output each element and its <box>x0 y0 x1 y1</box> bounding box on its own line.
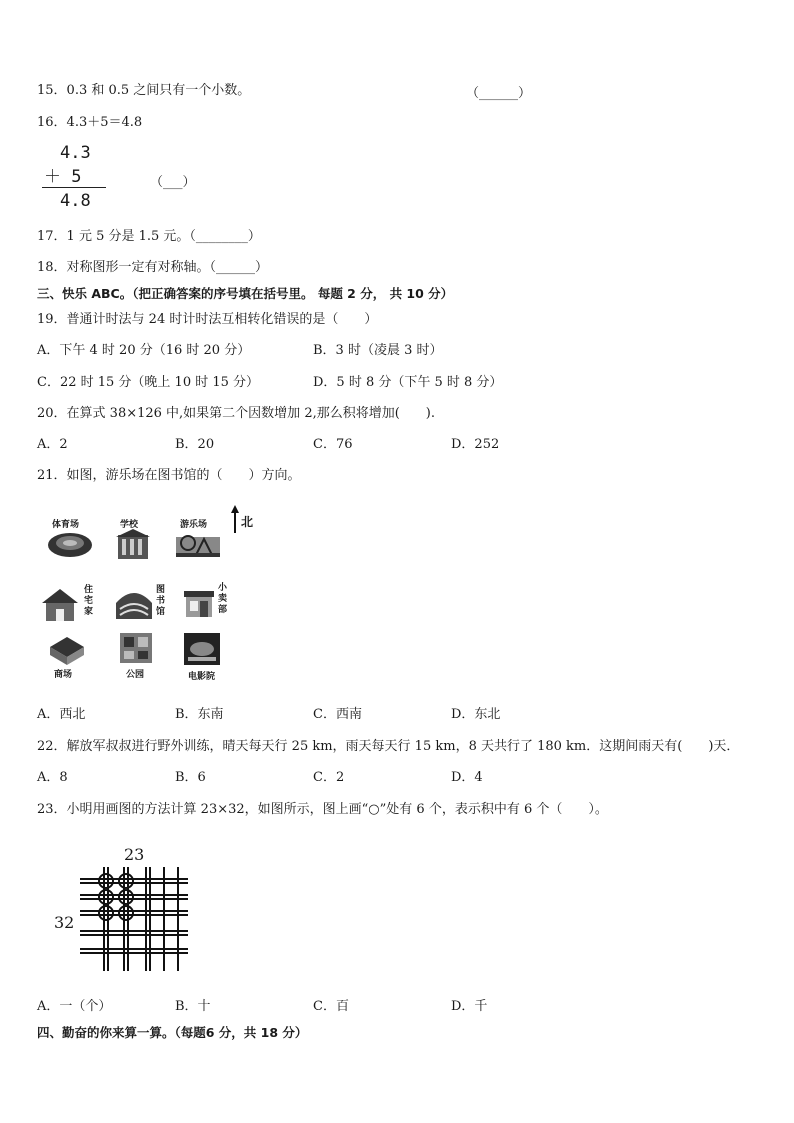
map-label-cinema: 电影院 <box>188 672 216 682</box>
q22-option-a[interactable]: A．8 <box>37 770 68 785</box>
q23-grid-figure <box>52 845 192 975</box>
map-label-park: 公园 <box>126 670 145 680</box>
q20-text: 20．在算式 38×126 中,如果第二个因数增加 2,那么积将增加( ). <box>37 406 435 421</box>
q15-answer-blank[interactable]: （______） <box>466 86 532 101</box>
map-label-residence <box>84 585 96 618</box>
mall-icon <box>48 635 86 665</box>
grid-top-label: 23 <box>124 845 145 864</box>
q19-option-c[interactable]: C．22 时 15 分（晚上 10 时 15 分） <box>37 375 260 390</box>
q20-option-d[interactable]: D．252 <box>451 437 500 452</box>
q19-text: 19．普通计时法与 24 时计时法互相转化错误的是（ ） <box>37 312 378 327</box>
q19-option-b[interactable]: B．3 时（凌晨 3 时） <box>313 343 443 358</box>
q22-option-b[interactable]: B．6 <box>175 770 206 785</box>
map-label-library <box>156 585 168 618</box>
q20-option-b[interactable]: B．20 <box>175 437 215 452</box>
park-icon <box>118 631 154 665</box>
q22-option-d[interactable]: D．4 <box>451 770 483 785</box>
map-label-amusement-park: 游乐场 <box>180 520 208 530</box>
shop-icon <box>182 589 216 619</box>
q16-answer-blank[interactable]: （___） <box>150 175 196 190</box>
residence-icon <box>40 587 80 623</box>
q19-option-a[interactable]: A．下午 4 时 20 分（16 时 20 分） <box>37 343 251 358</box>
section4-heading: 四、勤奋的你来算一算。（每题6 分，共 18 分） <box>37 1025 308 1040</box>
q23-option-b[interactable]: B．十 <box>175 999 211 1014</box>
q23-option-d[interactable]: D．千 <box>451 999 488 1014</box>
map-label-mall: 商场 <box>54 670 73 680</box>
library-label-text: 图书馆 <box>156 585 166 617</box>
q15-text: 15．0.3 和 0.5 之间只有一个小数。 <box>37 83 251 98</box>
cinema-icon <box>182 631 222 667</box>
shop-label-text: 小卖部 <box>218 583 228 615</box>
q16-vertical-top: 4.3 <box>60 143 91 163</box>
q16-text: 16．4.3＋5＝4.8 <box>37 115 143 130</box>
q23-option-a[interactable]: A．一（个） <box>37 999 112 1014</box>
multiplication-grid <box>80 863 190 975</box>
q23-text: 23．小明用画图的方法计算 23×32，如图所示，图上画“○”处有 6 个，表示积中有 6 个（ ）。 <box>37 802 608 817</box>
map-label-stadium: 体育场 <box>52 520 80 530</box>
q16-vertical-mid: ＋ 5 <box>44 167 82 187</box>
q17-text: 17．1 元 5 分是 1.5 元。（________） <box>37 229 261 244</box>
q18-text: 18．对称图形一定有对称轴。（______） <box>37 260 269 275</box>
amusement-park-icon <box>176 529 220 559</box>
stadium-icon <box>46 529 94 559</box>
q20-option-c[interactable]: C．76 <box>313 437 353 452</box>
q19-option-d[interactable]: D．5 时 8 分（下午 5 时 8 分） <box>313 375 503 390</box>
library-icon <box>112 583 156 623</box>
q16-vertical-result: 4.8 <box>60 191 91 211</box>
map-label-shop <box>218 583 230 616</box>
school-icon <box>114 529 154 561</box>
q20-option-a[interactable]: A．2 <box>37 437 68 452</box>
q23-option-c[interactable]: C．百 <box>313 999 349 1014</box>
map-label-school: 学校 <box>120 520 139 530</box>
north-label: 北 <box>241 515 254 529</box>
q21-option-d[interactable]: D．东北 <box>451 707 501 722</box>
q21-option-a[interactable]: A．西北 <box>37 707 86 722</box>
q21-option-b[interactable]: B．东南 <box>175 707 224 722</box>
q22-text: 22．解放军叔叔进行野外训练，晴天每天行 25 km，雨天每天行 15 km，8 天共行了 180 km．这期间雨天有( )天． <box>37 739 740 754</box>
q21-option-c[interactable]: C．西南 <box>313 707 362 722</box>
north-arrow-icon <box>230 505 240 535</box>
q21-text: 21．如图，游乐场在图书馆的（ ）方向。 <box>37 468 301 483</box>
q16-vertical-rule <box>42 187 106 188</box>
grid-left-label: 32 <box>54 913 75 932</box>
q22-option-c[interactable]: C．2 <box>313 770 345 785</box>
section3-heading: 三、快乐 ABC。（把正确答案的序号填在括号里。 每题 2 分， 共 10 分） <box>37 286 454 301</box>
q21-map-figure <box>40 505 270 690</box>
residence-label-text: 住宅家 <box>84 585 94 617</box>
